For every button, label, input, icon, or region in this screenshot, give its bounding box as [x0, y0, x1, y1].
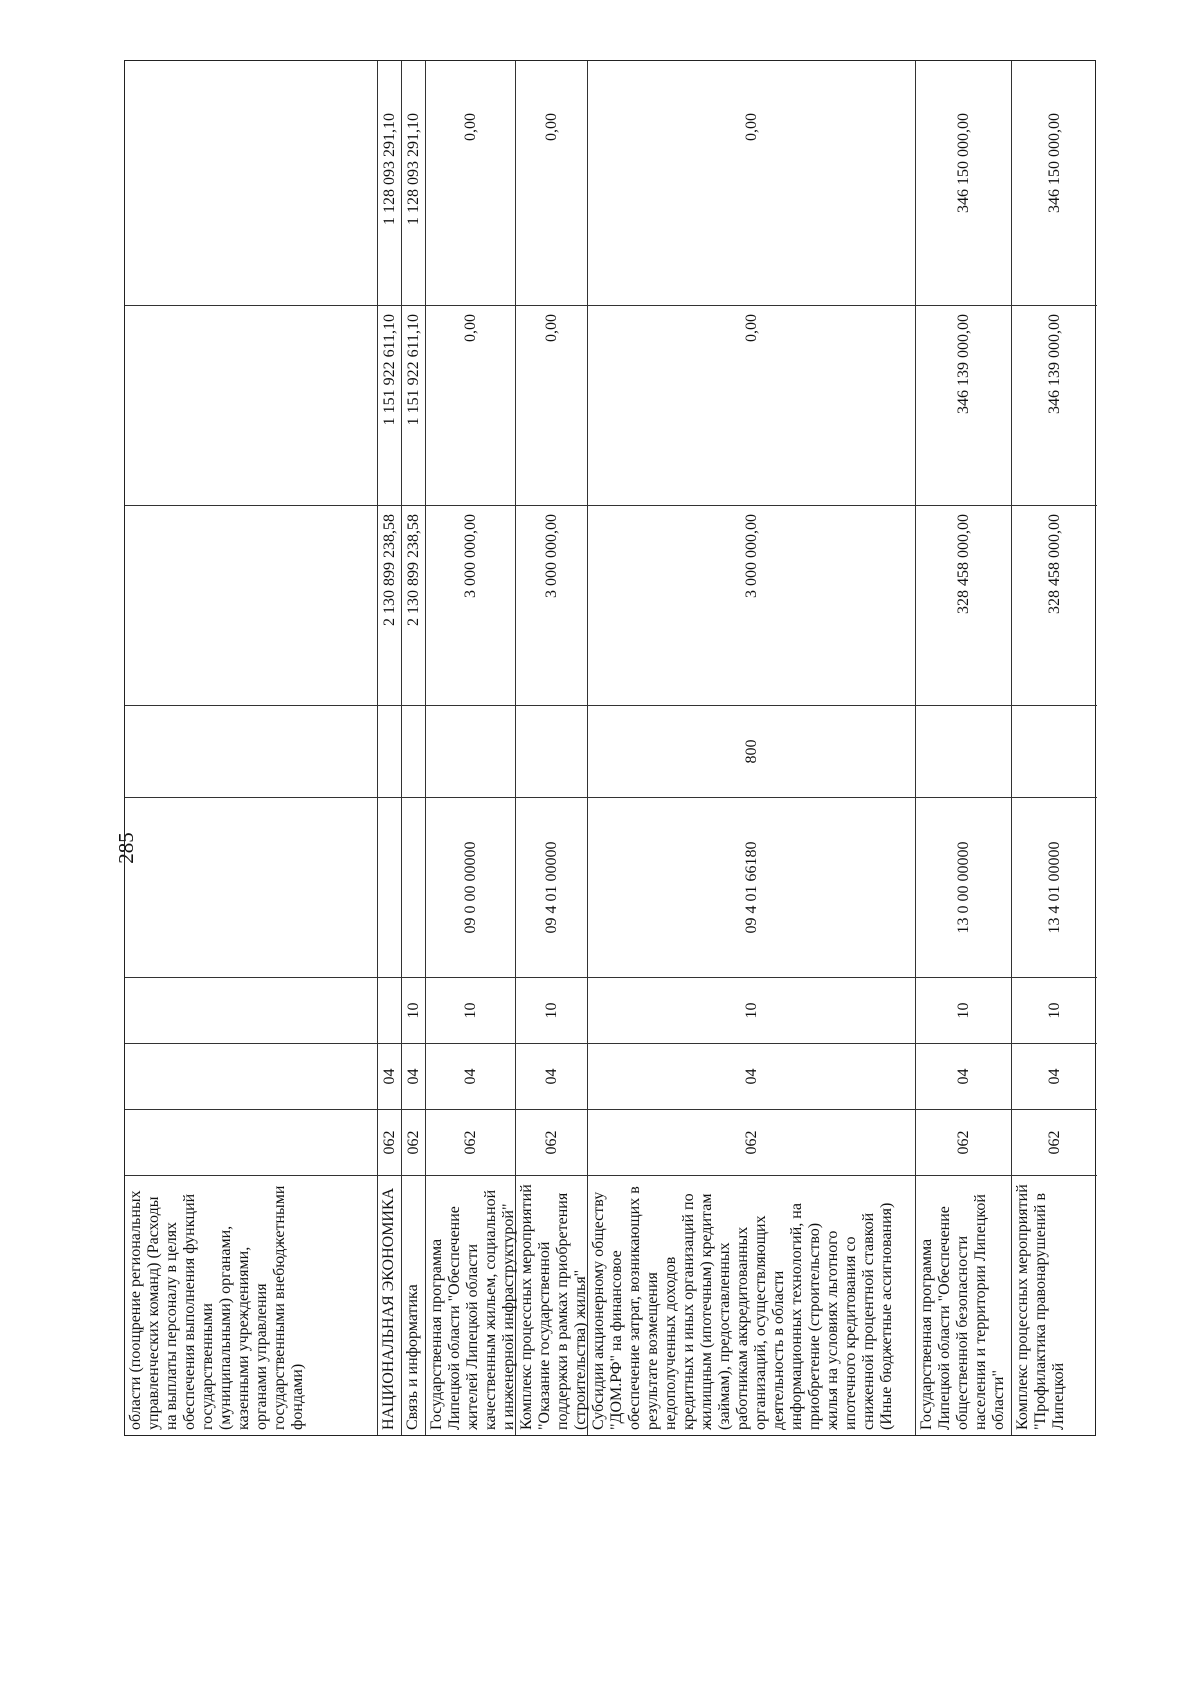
- vr-code: [125, 705, 377, 797]
- row-name: Государственная программа Липецкой области "Обеспечение общественной безопасности населения и территории Липецкой области": [916, 1175, 1011, 1435]
- amount-year-1: 2 130 899 238,58: [402, 505, 425, 705]
- pr-code: [378, 977, 401, 1043]
- row-name: НАЦИОНАЛЬНАЯ ЭКОНОМИКА: [378, 1175, 401, 1435]
- amount-year-3: 1 128 093 291,10: [404, 113, 422, 225]
- amount-year-1: 2 130 899 238,58: [378, 505, 401, 705]
- amount-year-2: 346 139 000,00: [1012, 305, 1097, 505]
- row-name: Государственная программа Липецкой области "Обеспечение жителей Липецкой области качественным жильем, социальной и инженерной инфраструктурой": [426, 1175, 515, 1435]
- csr-code: 09 0 00 00000: [426, 797, 515, 977]
- gr-code: 062: [378, 1109, 401, 1175]
- rz-code: 04: [1012, 1043, 1097, 1109]
- table-row: [402, 61, 426, 1435]
- rz-code: 04: [378, 1043, 401, 1109]
- pr-code: [125, 977, 377, 1043]
- rz-code: 04: [426, 1043, 515, 1109]
- amount-year-3: 346 150 000,00: [954, 113, 972, 213]
- amount-year-2: 1 151 922 611,10: [378, 305, 401, 505]
- table-row: [1012, 61, 1097, 1435]
- amount-year-2: 0,00: [426, 305, 515, 505]
- gr-code: 062: [516, 1109, 587, 1175]
- budget-table: [124, 60, 1096, 1436]
- amount-year-2: 0,00: [588, 305, 915, 505]
- gr-code: 062: [588, 1109, 915, 1175]
- pr-code: 10: [916, 977, 1011, 1043]
- amount-year-3: 0,00: [742, 113, 760, 141]
- csr-code: 09 4 01 66180: [588, 797, 915, 977]
- amount-year-3: 346 150 000,00: [1045, 113, 1063, 213]
- vr-code: [516, 705, 587, 797]
- rz-code: 04: [588, 1043, 915, 1109]
- pr-code: 10: [426, 977, 515, 1043]
- pr-code: 10: [402, 977, 425, 1043]
- pr-code: 10: [1012, 977, 1097, 1043]
- csr-code: [402, 797, 425, 977]
- pr-code: 10: [588, 977, 915, 1043]
- vr-code: 800: [588, 705, 915, 797]
- row-name: Комплекс процессных мероприятий "Оказание государственной поддержки в рамках приобретения (строительства) жилья": [516, 1175, 587, 1435]
- amount-year-3: 1 128 093 291,10: [380, 113, 398, 225]
- table-row: [516, 61, 588, 1435]
- page-number: 285: [114, 832, 138, 864]
- vr-code: [402, 705, 425, 797]
- amount-year-2: 0,00: [516, 305, 587, 505]
- row-name: Связь и информатика: [402, 1175, 425, 1435]
- amount-year-1: 328 458 000,00: [1012, 505, 1097, 705]
- row-name: области (поощрение региональных управленческих команд) (Расходы на выплаты персоналу в целях обеспечения выполнения функций государственными (муниципальными) органами, казенными учреждениями, органами управления государственными внебюджетными фондами): [125, 1175, 377, 1435]
- vr-code: [426, 705, 515, 797]
- rz-code: 04: [916, 1043, 1011, 1109]
- amount-year-1: 328 458 000,00: [916, 505, 1011, 705]
- csr-code: 13 0 00 00000: [916, 797, 1011, 977]
- rz-code: 04: [516, 1043, 587, 1109]
- amount-year-2: [125, 305, 377, 505]
- vr-code: [1012, 705, 1097, 797]
- amount-year-1: 3 000 000,00: [426, 505, 515, 705]
- rz-code: 04: [402, 1043, 425, 1109]
- amount-year-2: 346 139 000,00: [916, 305, 1011, 505]
- vr-code: [916, 705, 1011, 797]
- rz-code: [125, 1043, 377, 1109]
- amount-year-3: 0,00: [461, 113, 479, 141]
- table-row: [378, 61, 402, 1435]
- amount-year-1: 3 000 000,00: [516, 505, 587, 705]
- csr-code: [125, 797, 377, 977]
- csr-code: 09 4 01 00000: [516, 797, 587, 977]
- gr-code: 062: [426, 1109, 515, 1175]
- amount-year-3: [125, 105, 377, 305]
- amount-year-1: 3 000 000,00: [588, 505, 915, 705]
- gr-code: [125, 1109, 377, 1175]
- gr-code: 062: [402, 1109, 425, 1175]
- amount-year-3: 0,00: [542, 113, 560, 141]
- table-row: [426, 61, 516, 1435]
- gr-code: 062: [916, 1109, 1011, 1175]
- amount-year-1: [125, 505, 377, 705]
- vr-code: [378, 705, 401, 797]
- csr-code: [378, 797, 401, 977]
- pr-code: 10: [516, 977, 587, 1043]
- table-row: [125, 61, 378, 1435]
- table-row: [916, 61, 1012, 1435]
- gr-code: 062: [1012, 1109, 1097, 1175]
- table-row: [588, 61, 916, 1435]
- row-name: Субсидии акционерному обществу "ДОМ.РФ" на финансовое обеспечение затрат, возникающих в результате возмещения недополученных доходов кредитных и иных организаций по жилищным (ипотечным) кредитам (займам), предоставленных работникам аккредитованных организаций, осуществляющих деятельность в области информационных технологий, на приобретение (строительство) жилья на условиях льготного ипотечного кредитования со сниженной процентной ставкой (Иные бюджетные ассигнования): [588, 1175, 915, 1435]
- csr-code: 13 4 01 00000: [1012, 797, 1097, 977]
- row-name: Комплекс процессных мероприятий "Профилактика правонарушений в Липецкой: [1012, 1175, 1097, 1435]
- amount-year-2: 1 151 922 611,10: [402, 305, 425, 505]
